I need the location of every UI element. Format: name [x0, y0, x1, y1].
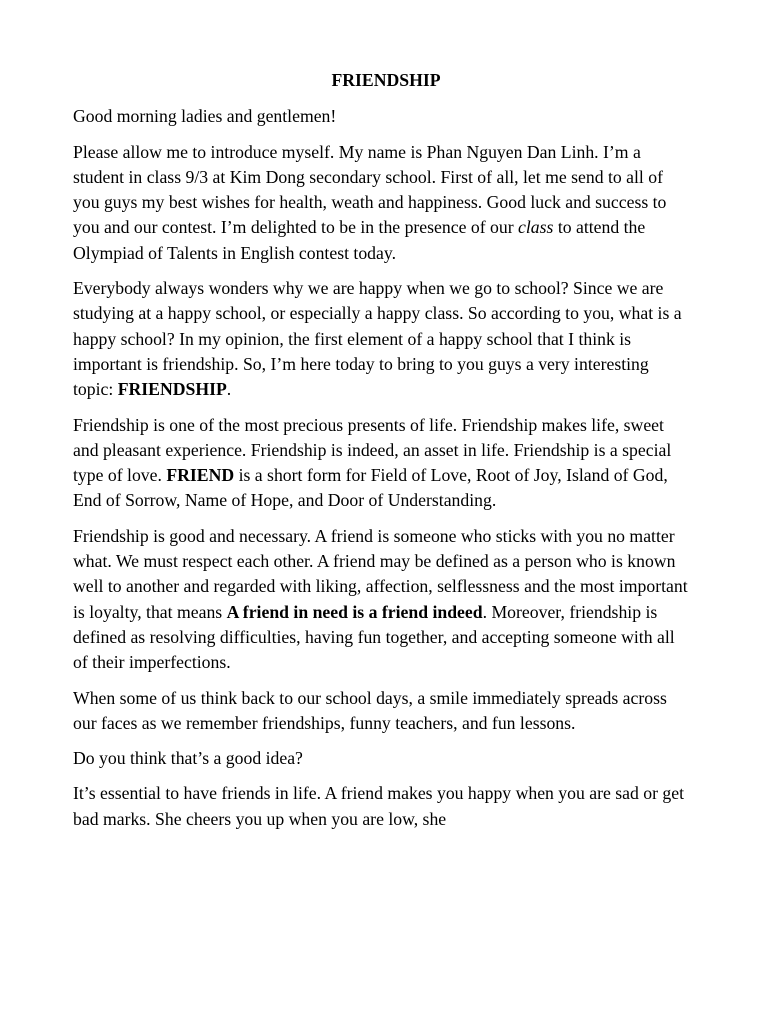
- introduction-text: Please allow me to introduce myself. My name is Phan Nguyen Dan Linh. I’m a student in class 9/3 at Kim Dong secondary school. First of all, let me send to all of you guys my best wishes for health, weath and happiness. Good luck and success to you and our contest. I’m delighted to be in the presence of our: [73, 141, 667, 238]
- school-days-paragraph: When some of us think back to our school days, a smile immediately spreads across our faces as we remember friendships, funny teachers, and fun lessons.: [73, 687, 667, 733]
- greeting-paragraph: Good morning ladies and gentlemen!: [73, 106, 337, 127]
- friend-in-need-bold: A friend in need is a friend indeed: [226, 601, 483, 622]
- topic-bold: FRIENDSHIP: [117, 379, 227, 400]
- document-page: [73, 68, 691, 842]
- happy-school-end: .: [226, 379, 232, 400]
- friendship-definition-text: Friendship is one of the most precious presents of life. Friendship makes life, sweet and pleasant experience. Friendship is indeed, an asset in life. Friendship is a special type of love.: [73, 414, 672, 486]
- friendship-definition-paragraph: [73, 413, 691, 514]
- friend-meaning-paragraph: [73, 524, 691, 676]
- question-paragraph: Do you think that’s a good idea?: [73, 748, 303, 769]
- happy-school-paragraph: [73, 276, 691, 402]
- introduction-text-end: to attend the Olympiad of Talents in English contest today.: [73, 217, 646, 263]
- friend-meaning-text: Friendship is good and necessary. A friend is someone who sticks with you no matter what. We must respect each other. A friend may be defined as a person who is known well to another and regarded with liking, affection, selflessness and the most important is loyalty, that means: [73, 525, 688, 622]
- happy-school-text: Everybody always wonders why we are happy when we go to school? Since we are studying at a happy school, or especially a happy class. So according to you, what is a happy school? In my opinion, the first element of a happy school that I think is important is friendship. So, I’m here today to bring to you guys a very interesting topic:: [73, 278, 682, 400]
- class-word: class: [518, 217, 554, 238]
- friendship-definition-end: is a short form for Field of Love, Root of Joy, Island of God, End of Sorrow, Name of Hope, and Door of Understanding.: [73, 465, 668, 511]
- friend-meaning-end: . Moreover, friendship is defined as resolving difficulties, having fun together, and accepting someone with all of their imperfections.: [73, 601, 675, 673]
- essential-friends-paragraph: It’s essential to have friends in life. A friend makes you happy when you are sad or get bad marks. She cheers you up when you are low, she: [73, 783, 685, 829]
- introduction-paragraph: [73, 140, 691, 266]
- friend-acronym-bold: FRIEND: [166, 465, 235, 486]
- document-title: FRIENDSHIP: [331, 70, 441, 90]
